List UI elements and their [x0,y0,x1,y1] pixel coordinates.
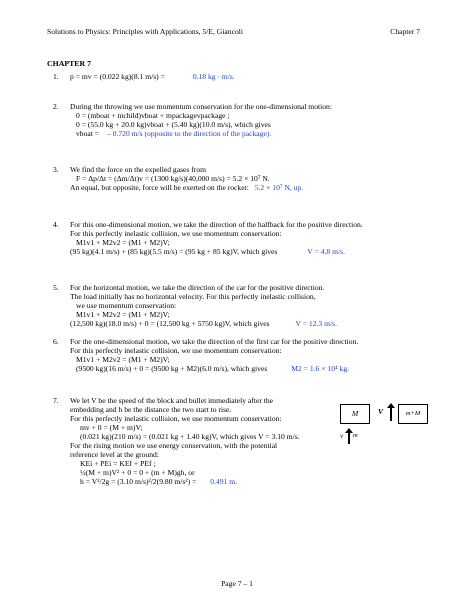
answer: V = 4.8 m/s. [307,246,345,256]
up-arrow-icon [390,407,392,421]
equation: (12,500 kg)(18.0 m/s) + 0 = (12,500 kg + 5750 kg)V, which gives [70,318,270,328]
equation: ½(M + m)V² + 0 = 0 + (m + M)gh, or [80,467,195,477]
text-line: The load initially has no horizontal velocity. For this perfectly inelastic collision, [70,291,316,301]
text-line: For the horizontal motion, we take the direction of the car for the positive direction. [70,283,325,292]
problem-number: 3. [53,165,59,174]
bullet-velocity-label: v [340,431,344,440]
answer: 5.2 × 10⁷ N, up. [254,182,304,192]
problem-3 [47,166,434,193]
equation: p = mv = (0.022 kg)(8.1 m/s) = [70,72,165,81]
equation: (9500 kg)(16 m/s) + 0 = (9500 kg + M2)(6.0 m/s), which gives [76,363,268,373]
equation: M1v1 + M2v2 = (M1 + M2)V; [76,237,170,247]
page-footer: Page 7 – 1 [221,579,253,589]
problem-number: 5. [53,283,59,292]
text-line: For this one-dimensional motion, we take the direction of the halfback for the positive direction. [70,220,363,229]
ballistic-pendulum-figure [332,402,436,446]
problem-number: 2. [53,102,59,111]
header-title: Solutions to Physics: Principles with Applications, 5/E, Giancoli [47,27,243,36]
chapter-title: CHAPTER 7 [47,59,91,68]
header-chapter: Chapter 7 [390,27,420,36]
bullet-mass-label: m [353,432,358,439]
text-line: For the one-dimensional motion, we take the direction of the first car for the positive direction. [70,337,359,346]
equation: (0.021 kg)(210 m/s) = (0.021 kg + 1.40 kg)V, which gives V = 3.10 m/s. [80,431,300,441]
text-line: We let V be the speed of the block and bullet immediately after the [70,396,274,405]
velocity-label: V [378,407,384,416]
problem-2 [47,103,434,139]
answer: M2 = 1.6 × 10⁴ kg. [291,363,350,373]
answer: – 0.720 m/s (opposite to the direction of the package). [106,128,272,138]
equation: vboat = [76,128,100,138]
equation: 0 = (55.0 kg + 20.0 kg)vboat + (5.40 kg)(10.0 m/s), which gives [76,119,271,129]
equation: F = Δp/Δt = (Δm/Δt)v = (1300 kg/s)(40,000 m/s) = 5.2 × 10⁷ N. [76,173,270,183]
problem-number: 7. [53,396,59,405]
problem-number: 4. [53,220,59,229]
equation: 0 = (mboat + mchild)vboat + mpackagevpackage ; [76,110,230,120]
text-line: An equal, but opposite, force will be exerted on the rocket: [70,182,249,192]
answer: 0.491 m. [210,476,238,486]
problem-4 [47,221,434,257]
text-line: We find the force on the expelled gases from [70,165,207,174]
text-line: reference level at the ground: [70,449,159,459]
text-line: For the rising motion we use energy conservation, with the potential [70,440,278,450]
text-line: During the throwing we use momentum conservation for the one-dimensional motion: [70,102,332,111]
equation: KEi + PEi = KEf + PEf ; [80,458,156,468]
equation: h = V²/2g = (3.10 m/s)²/2(9.80 m/s²) = [80,476,197,486]
text-line: For this perfectly inelastic collision, we use momentum conservation: [70,228,282,238]
page-header [47,28,420,38]
combined-box: m+M [398,404,428,424]
problem-number: 6. [53,337,59,346]
answer: V = 12.3 m/s. [295,318,337,328]
text-line: For this perfectly inelastic collision, we use momentum conservation: [70,413,282,423]
answer: 0.18 kg · m/s. [192,72,235,81]
text-line: we use momentum conservation: [76,300,177,310]
problem-5 [47,284,434,329]
equation: M1v1 + M2v2 = (M1 + M2)V; [76,309,170,319]
equation: (95 kg)(4.1 m/s) + (85 kg)(5.5 m/s) = (95 kg + 85 kg)V, which gives [70,246,278,256]
text-line: embedding and h be the distance the two start to rise. [70,404,232,414]
bullet-arrow-icon [348,432,350,444]
equation: mv + 0 = (M + m)V; [80,422,143,432]
problem-number: 1. [53,72,59,81]
problem-6 [47,338,434,374]
block-box: M [340,404,370,424]
equation: M1v1 + M2v2 = (M1 + M2)V; [76,354,170,364]
text-line: For this perfectly inelastic collision, we use momentum conservation: [70,345,282,355]
problem-1 [47,73,434,82]
